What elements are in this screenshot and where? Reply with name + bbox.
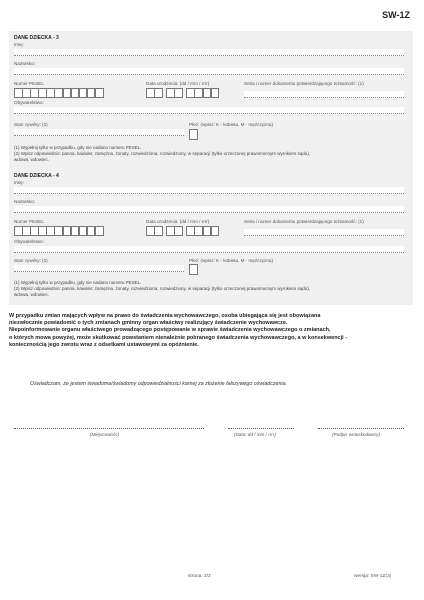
- citizenship-field[interactable]: [14, 107, 404, 114]
- last-name-field[interactable]: [14, 68, 404, 75]
- marital-status-field[interactable]: [14, 129, 184, 136]
- section-title: DANE DZIECKA - 3: [14, 35, 59, 41]
- birth-date-label: Data urodzenia: (dd / mm / rrrr): [146, 81, 210, 86]
- declaration-text: Oświadczam, że jestem świadoma/świadomy odpowiedzialności karnej za złożenie fałszywego oświadczenia.: [30, 381, 288, 387]
- last-name-label: Nazwisko:: [14, 199, 35, 204]
- form-version: wersja: SW-1Z(3): [354, 574, 392, 579]
- note-3: wdowa, wdowiec.: [14, 292, 50, 297]
- notice-line: niezwłocznie powiadomić o tych zmianach gminny organ właściwy realizujący świadczenie wychowawcze.: [9, 320, 288, 327]
- birth-date-cells[interactable]: [146, 226, 219, 236]
- birth-date-label: Data urodzenia: (dd / mm / rrrr): [146, 219, 210, 224]
- section-title: DANE DZIECKA - 4: [14, 173, 59, 179]
- citizenship-label: Obywatelstwo:: [14, 239, 44, 244]
- last-name-field[interactable]: [14, 206, 404, 213]
- notice-line: W przypadku zmian mających wpływ na prawo do świadczenia wychowawczego, osoba ubiegająca się jest obowiązana: [9, 313, 321, 319]
- place-line[interactable]: [14, 428, 204, 429]
- id-document-field[interactable]: [244, 91, 404, 98]
- notice-line: koniecznością jego zwrotu wraz z odsetkami ustawowymi za opóźnienie.: [9, 341, 199, 348]
- birth-date-cells[interactable]: [146, 88, 219, 98]
- note-3: wdowa, wdowiec.: [14, 157, 50, 162]
- pesel-label: Numer PESEL: [14, 219, 44, 224]
- pesel-cells[interactable]: [14, 226, 103, 236]
- sex-label: Płeć: (wpisz: K - kobieta, M - mężczyzna): [189, 122, 273, 127]
- note-1: (1) Wypełnij tylko w przypadku, gdy nie nadano numeru PESEL.: [14, 280, 142, 285]
- sex-label: Płeć: (wpisz: K - kobieta, M - mężczyzna): [189, 258, 273, 263]
- id-document-label: Seria i numer dokumentu potwierdzającego tożsamość: (1): [244, 219, 364, 224]
- form-code: SW-1Z: [382, 10, 410, 20]
- notice-line: Niepoinformowanie organu właściwego prowadzącego postępowanie w sprawie świadczenia wychowawczego o zmianach,: [9, 327, 331, 334]
- note-2: (2) Wpisz odpowiednio: panna, kawaler, zamężna, żonaty, rozwiedziona, rozwiedziony, w separacji (tylko orzeczonej prawomocnym wyrokiem sądu),: [14, 151, 310, 156]
- last-name-label: Nazwisko:: [14, 61, 35, 66]
- signature-line[interactable]: [318, 428, 404, 429]
- marital-status-field[interactable]: [14, 265, 184, 272]
- pesel-label: Numer PESEL: [14, 81, 44, 86]
- citizenship-label: Obywatelstwo:: [14, 100, 44, 105]
- change-notice: [9, 313, 413, 349]
- date-label: (Data: dd / mm / rrrr): [234, 432, 276, 437]
- citizenship-field[interactable]: [14, 246, 404, 253]
- note-2: (2) Wpisz odpowiednio: panna, kawaler, zamężna, żonaty, rozwiedziona, rozwiedziony, w separacji (tylko orzeczonej prawomocnym wyrokiem sądu),: [14, 286, 310, 291]
- signature-label: (Podpis wnioskodawcy): [332, 432, 380, 437]
- marital-status-label: Stan cywilny: (2): [14, 258, 48, 263]
- sex-box[interactable]: [189, 264, 198, 275]
- first-name-label: Imię:: [14, 180, 24, 185]
- note-1: (1) Wypełnij tylko w przypadku, gdy nie nadano numeru PESEL.: [14, 145, 142, 150]
- pesel-cells[interactable]: [14, 88, 103, 98]
- first-name-field[interactable]: [14, 187, 404, 194]
- page-number: strona: 2/2: [188, 574, 211, 579]
- sex-box[interactable]: [189, 129, 198, 140]
- child-4-section: [9, 170, 413, 305]
- marital-status-label: Stan cywilny: (2): [14, 122, 48, 127]
- notice-line: o których mowa powyżej, może skutkować powstaniem nienależnie pobranego świadczenia wychowawczego, a w konsekwencji -: [9, 334, 348, 341]
- id-document-label: Seria i numer dokumentu potwierdzającego tożsamość: (1): [244, 81, 364, 86]
- date-line[interactable]: [228, 428, 294, 429]
- first-name-field[interactable]: [14, 49, 404, 56]
- id-document-field[interactable]: [244, 229, 404, 236]
- place-label: (Miejscowość): [90, 432, 120, 437]
- first-name-label: Imię:: [14, 42, 24, 47]
